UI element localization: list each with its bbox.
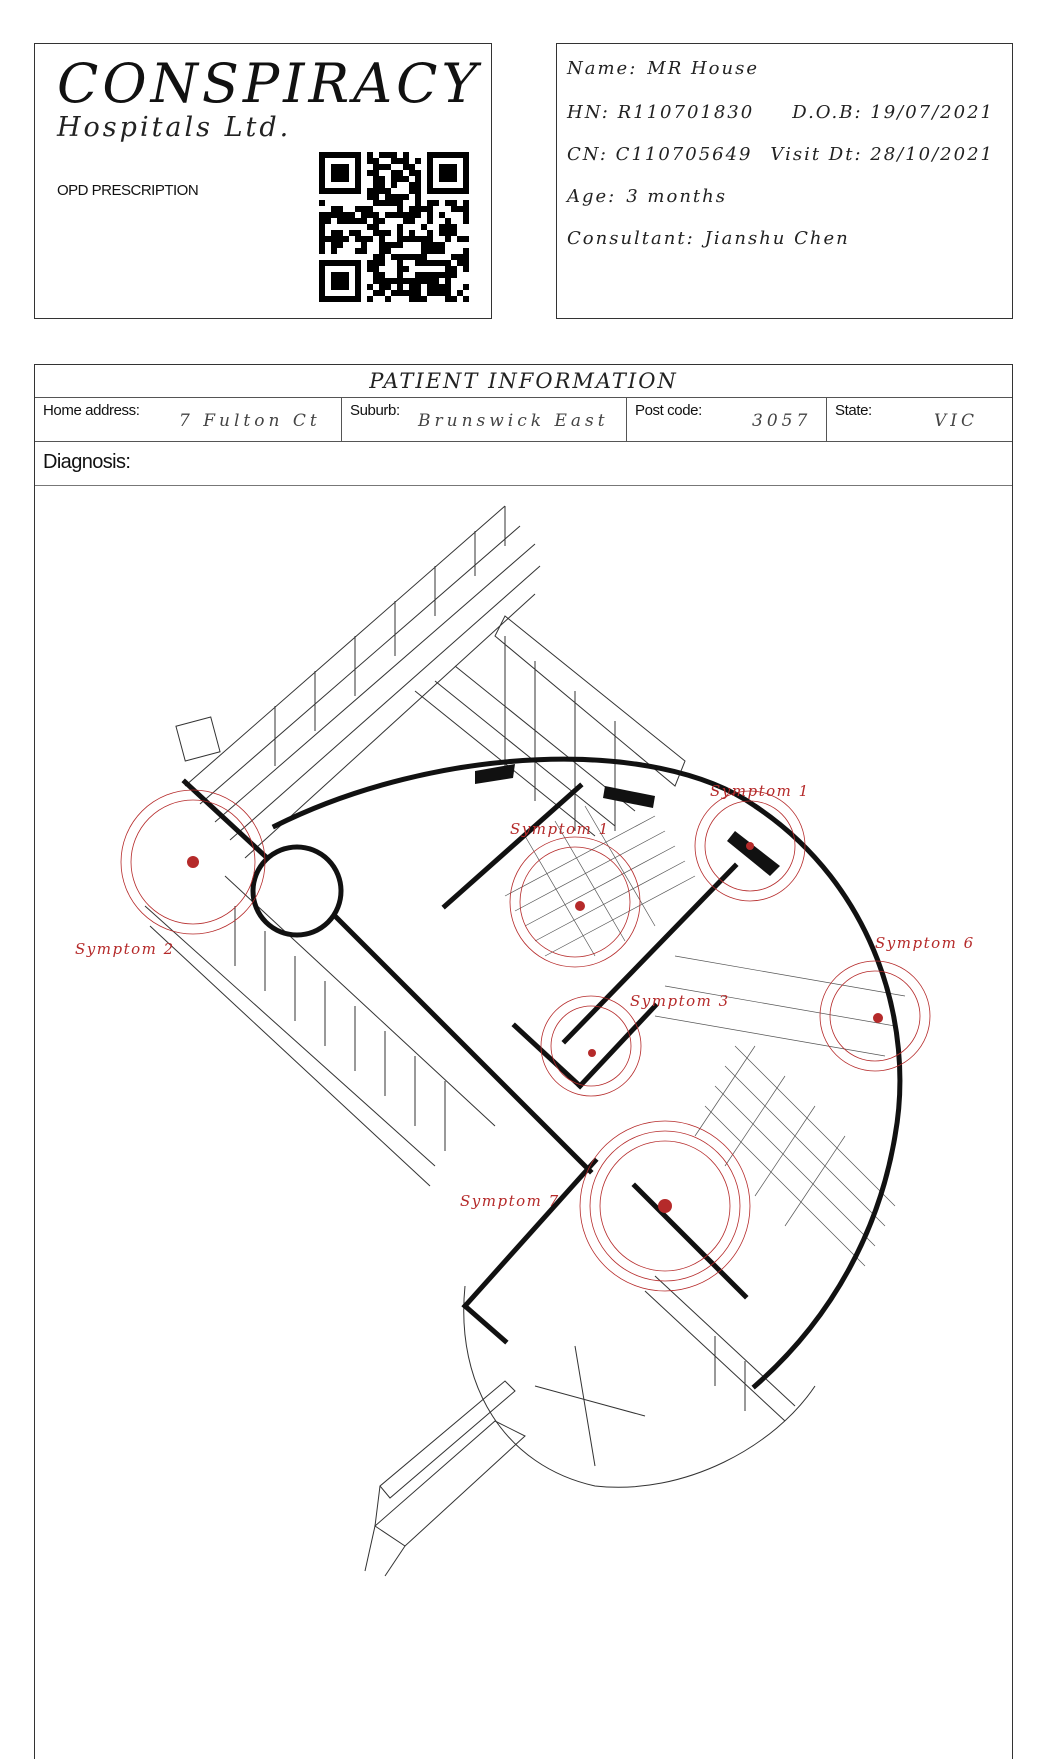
visit-date: Visit Dt: 28/10/2021 [770,144,994,165]
diagnosis-row [35,441,1012,486]
date-of-birth: D.O.B: 19/07/2021 [792,102,994,123]
age-label: Age: [567,186,617,207]
state-value: VIC [934,411,978,431]
building-axonometric-diagram [35,486,1012,1758]
brand-title: CONSPIRACY [57,52,482,115]
qr-code-icon [319,152,469,302]
home-address-cell [35,397,342,441]
symptom-6-label: Symptom 6 [875,934,975,952]
patient-name-line [567,58,759,79]
hospital-brand-panel [34,43,492,319]
state-cell [827,397,1014,441]
diagnosis-label: Diagnosis: [43,451,131,473]
address-row [35,397,1012,442]
patient-age-line [567,186,727,207]
patient-information-panel [34,364,1013,1759]
symptom-3-label: Symptom 3 [630,992,730,1010]
document-type: OPD PRESCRIPTION [57,182,199,199]
symptom-2-label: Symptom 2 [75,940,175,958]
state-label: State: [835,402,872,419]
consultant-line [567,228,850,249]
symptom-1-inner-label: Symptom 1 [510,820,610,838]
patient-age: 3 months [626,186,727,207]
patient-name: MR House [647,58,760,79]
postcode-cell [627,397,827,441]
patient-details-panel [556,43,1013,319]
suburb-cell [342,397,627,441]
home-address-value: 7 Fulton Ct [179,411,321,431]
case-number: CN: C110705649 [567,144,753,165]
hospital-number: HN: R110701830 [567,102,755,123]
brand-subtitle: Hospitals Ltd. [57,112,292,143]
suburb-value: Brunswick East [418,411,609,431]
patient-information-heading: PATIENT INFORMATION [35,365,1012,398]
consultant-name: Jianshu Chen [704,228,850,249]
postcode-label: Post code: [635,402,702,419]
symptom-7-label: Symptom 7 [460,1192,560,1210]
name-label: Name: [567,58,638,79]
consultant-label: Consultant: [567,228,695,249]
symptom-1-label: Symptom 1 [710,782,810,800]
home-address-label: Home address: [43,402,140,419]
suburb-label: Suburb: [350,402,400,419]
postcode-value: 3057 [752,411,812,431]
